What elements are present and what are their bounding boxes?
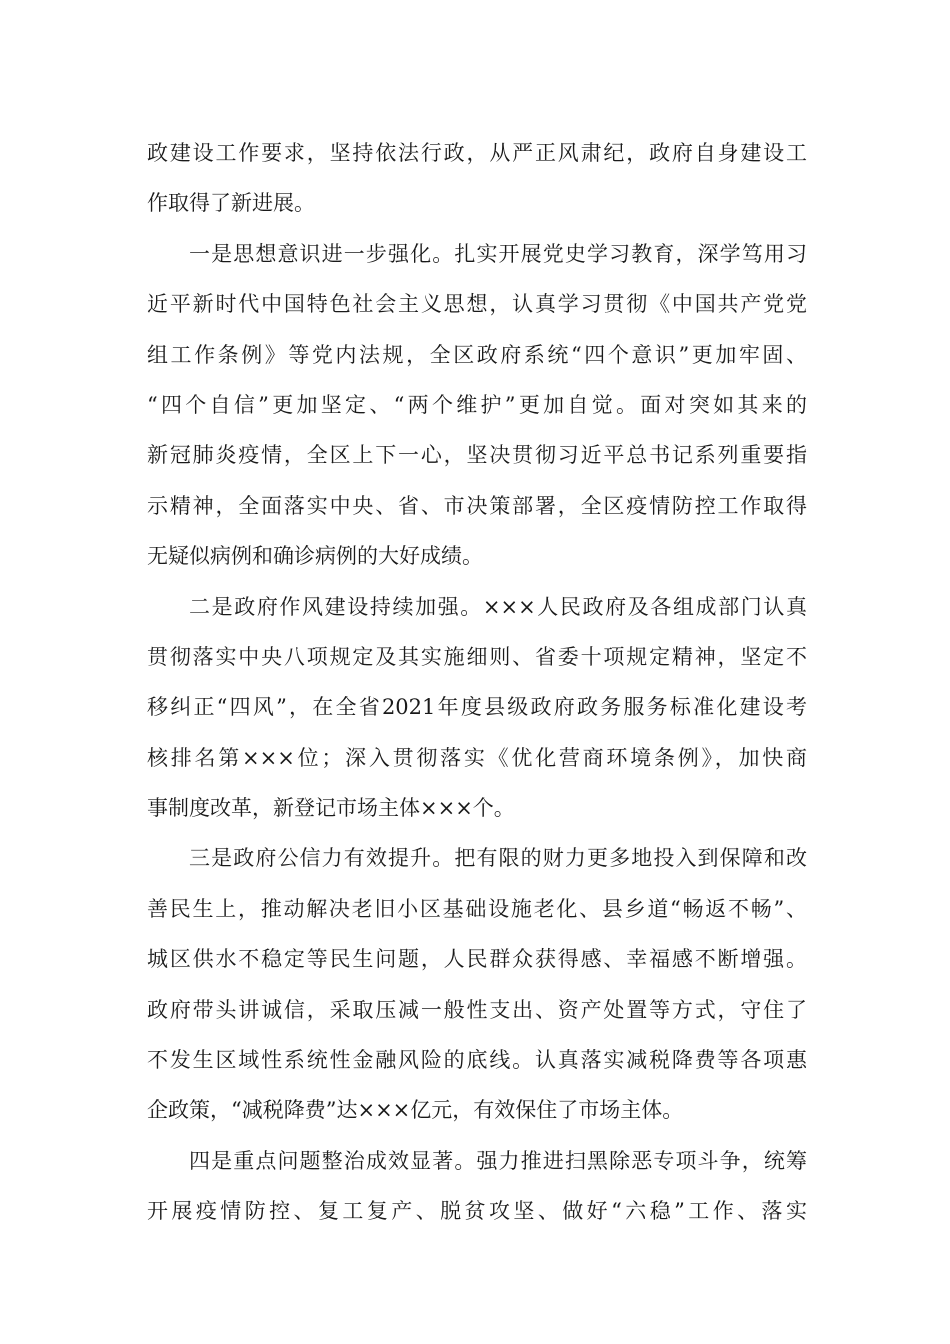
paragraph-start-line: 一是思想意识进一步强化。扎实开展党史学习教育，深学笃用习 (189, 241, 807, 266)
text-line: 近平新时代中国特色社会主义思想，认真学习贯彻《中国共产党党 (147, 292, 807, 317)
text-line: 贯彻落实中央八项规定及其实施细则、省委十项规定精神，坚定不 (147, 644, 807, 669)
text-line: 组工作条例》等党内法规，全区政府系统“四个意识”更加牢固、 (147, 342, 807, 367)
text-line: 无疑似病例和确诊病例的大好成绩。 (147, 544, 483, 569)
text-line: 企政策，“减税降费”达×××亿元，有效保住了市场主体。 (147, 1098, 684, 1123)
text-line: “四个自信”更加坚定、“两个维护”更加自觉。面对突如其来的 (147, 392, 807, 417)
text-line: 城区供水不稳定等民生问题，人民群众获得感、幸福感不断增强。 (147, 947, 807, 972)
text-line: 事制度改革，新登记市场主体×××个。 (147, 796, 515, 821)
text-line: 政建设工作要求，坚持依法行政，从严正风肃纪，政府自身建设工 (147, 141, 807, 165)
text-line: 示精神，全面落实中央、省、市决策部署，全区疫情防控工作取得 (147, 493, 807, 518)
text-line: 核排名第×××位；深入贯彻落实《优化营商环境条例》，加快商 (147, 745, 807, 770)
document-body (147, 128, 807, 1237)
text-line: 移纠正“四风”，在全省2021年度县级政府政务服务标准化建设考 (147, 695, 807, 720)
text-line: 不发生区域性系统性金融风险的底线。认真落实减税降费等各项惠 (147, 1048, 807, 1073)
text-line: 政府带头讲诚信，采取压减一般性支出、资产处置等方式，守住了 (147, 997, 807, 1022)
paragraph-start-line: 四是重点问题整治成效显著。强力推进扫黑除恶专项斗争，统筹 (189, 1148, 807, 1173)
text-line: 善民生上，推动解决老旧小区基础设施老化、县乡道“畅返不畅”、 (147, 896, 807, 921)
text-line: 开展疫情防控、复工复产、脱贫攻坚、做好“六稳”工作、落实 (147, 1199, 807, 1224)
text-line: 作取得了新进展。 (147, 191, 315, 216)
text-line: 新冠肺炎疫情，全区上下一心，坚决贯彻习近平总书记系列重要指 (147, 443, 807, 468)
paragraph-start-line: 三是政府公信力有效提升。把有限的财力更多地投入到保障和改 (189, 846, 807, 871)
paragraph-start-line: 二是政府作风建设持续加强。×××人民政府及各组成部门认真 (189, 594, 807, 619)
